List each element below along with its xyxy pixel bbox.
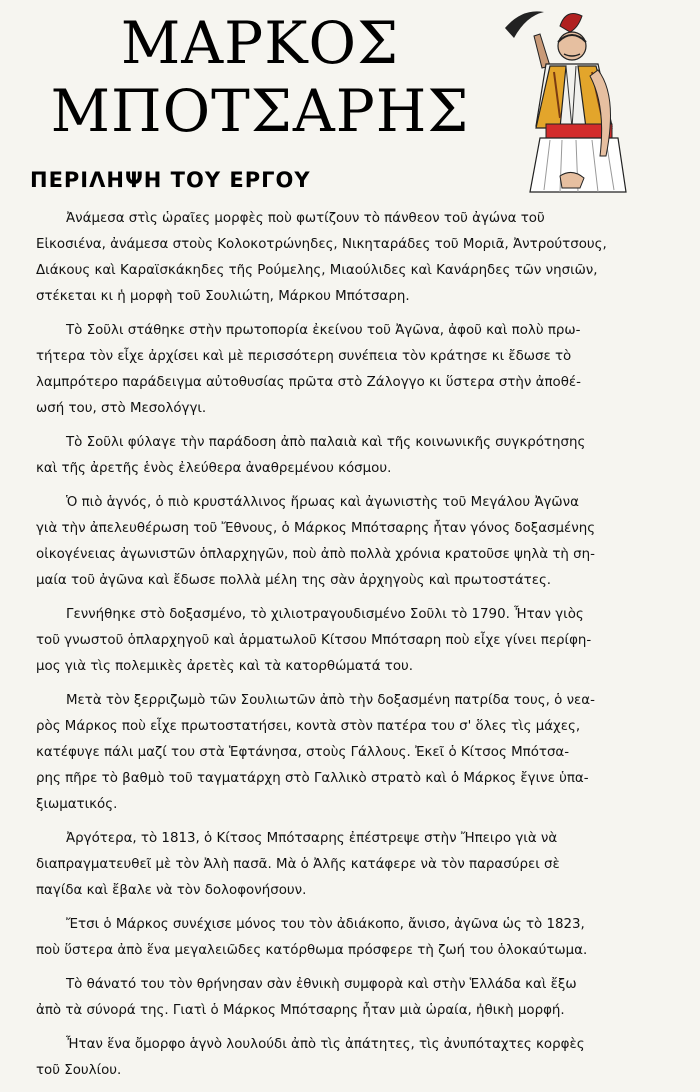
text-line: Ὁ πιὸ ἁγνός, ὁ πιὸ κρυστάλλινος ἥρωας καὶ ἀγωνιστὴς τοῦ Μεγάλου Ἀγῶνα <box>66 495 579 510</box>
text-line: ξιωματικός. <box>36 797 118 812</box>
text-line: παγίδα καὶ ἔβαλε νὰ τὸν δολοφονήσουν. <box>36 883 307 898</box>
text-line: Ἦταν ἕνα ὄμορφο ἁγνὸ λουλούδι ἀπὸ τὶς ἀπάτητες, τὶς ἀνυπόταχτες κορφὲς <box>66 1037 585 1052</box>
text-line: Εἰκοσιένα, ἀνάμεσα στοὺς Κολοκοτρώνηδες, Νικηταράδες τοῦ Μοριᾶ, Ἀντρούτσους, <box>36 237 607 252</box>
text-line: ρὸς Μάρκος ποὺ εἶχε πρωτοστατήσει, κοντὰ στὸν πατέρα του σ' ὅλες τὶς μάχες, <box>36 719 581 734</box>
text-line: ποὺ ὕστερα ἀπὸ ἕνα μεγαλειῶδες κατόρθωμα πρόσφερε τὴ ζωή του ὁλοκαύτωμα. <box>36 943 588 958</box>
paragraph <box>36 826 682 904</box>
text-line: στέκεται κι ἡ μορφὴ τοῦ Σουλιώτη, Μάρκου Μπότσαρη. <box>36 289 410 304</box>
paragraph <box>36 602 682 680</box>
text-line: Μετὰ τὸν ξερριζωμὸ τῶν Σουλιωτῶν ἀπὸ τὴν δοξασμένη πατρίδα τους, ὁ νεα- <box>66 693 595 708</box>
text-line: ρης πῆρε τὸ βαθμὸ τοῦ ταγματάρχη στὸ Γαλλικὸ στρατὸ καὶ ὁ Μάρκος ἔγινε ὑπα- <box>36 771 589 786</box>
text-line: Τὸ θάνατό του τὸν θρήνησαν σὰν ἐθνικὴ συμφορὰ καὶ στὴν Ἑλλάδα καὶ ἔξω <box>66 977 577 992</box>
text-line: διαπραγματευθεῖ μὲ τὸν Ἀλὴ πασᾶ. Μὰ ὁ Ἀλῆς κατάφερε νὰ τὸν παρασύρει σὲ <box>36 857 560 872</box>
warrior-illustration <box>500 6 628 206</box>
text-line: Ἔτσι ὁ Μάρκος συνέχισε μόνος του τὸν ἀδιάκοπο, ἄνισο, ἀγῶνα ὡς τὸ 1823, <box>66 917 585 932</box>
text-line: καὶ τῆς ἀρετῆς ἑνὸς ἐλεύθερα ἀναθρεμένου κόσμου. <box>36 461 392 476</box>
text-line: Τὸ Σοῦλι φύλαγε τὴν παράδοση ἀπὸ παλαιὰ καὶ τῆς κοινωνικῆς συγκρότησης <box>66 435 586 450</box>
text-line: τοῦ Σουλίου. <box>36 1063 122 1078</box>
paragraph <box>36 912 682 964</box>
text-line: Τὸ Σοῦλι στάθηκε στὴν πρωτοπορία ἐκείνου τοῦ Ἀγῶνα, ἀφοῦ καὶ πολὺ πρω- <box>66 323 581 338</box>
paragraph <box>36 206 682 310</box>
paragraph <box>36 490 682 594</box>
text-line: Γεννήθηκε στὸ δοξασμένο, τὸ χιλιοτραγουδισμένο Σοῦλι τὸ 1790. Ἦταν γιὸς <box>66 607 584 622</box>
text-line: τήτερα τὸν εἶχε ἀρχίσει καὶ μὲ περισσότερη συνέπεια τὸν κράτησε κι ἔδωσε τὸ <box>36 349 572 364</box>
text-line: ἀπὸ τὰ σύνορά της. Γιατὶ ὁ Μάρκος Μπότσαρης ἦταν μιὰ ὡραία, ἠθικὴ μορφή. <box>36 1003 565 1018</box>
text-line: μος γιὰ τὶς πολεμικὲς ἀρετὲς καὶ τὰ κατορθώματά του. <box>36 659 414 674</box>
text-line: κατέφυγε πάλι μαζί του στὰ Ἑφτάνησα, στοὺς Γάλλους. Ἐκεῖ ὁ Κίτσος Μπότσα- <box>36 745 570 760</box>
text-line: τοῦ γνωστοῦ ὁπλαρχηγοῦ καὶ ἁρματωλοῦ Κίτσου Μπότσαρη ποὺ εἶχε γίνει περίφη- <box>36 633 592 648</box>
section-heading: ΠΕΡΙΛΗΨΗ ΤΟΥ ΕΡΓΟΥ <box>30 168 311 192</box>
text-line: λαμπρότερο παράδειγμα αὐτοθυσίας πρῶτα στὸ Ζάλογγο κι ὕστερα στὴν ἀποθέ- <box>36 375 581 390</box>
text-line: Ἀργότερα, τὸ 1813, ὁ Κίτσος Μπότσαρης ἐπέστρεψε στὴν Ἤπειρο γιὰ νὰ <box>66 831 558 846</box>
text-line: Διάκους καὶ Καραϊσκάκηδες τῆς Ρούμελης, Μιαούλιδες καὶ Κανάρηδες τῶν νησιῶν, <box>36 263 598 278</box>
text-line: ωσή του, στὸ Μεσολόγγι. <box>36 401 207 416</box>
text-line: οἰκογένειας ἀγωνιστῶν ὁπλαρχηγῶν, ποὺ ἀπὸ πολλὰ χρόνια κρατοῦσε ψηλὰ τὴ ση- <box>36 547 595 562</box>
summary-text <box>36 206 682 1092</box>
text-line: μαία τοῦ ἀγῶνα καὶ ἔδωσε πολλὰ μέλη της σὰν ἀρχηγοὺς καὶ πρωτοστάτες. <box>36 573 552 588</box>
title-line-2: ΜΠΟΤΣΑΡΗΣ <box>50 77 470 145</box>
text-line: γιὰ τὴν ἀπελευθέρωση τοῦ Ἔθνους, ὁ Μάρκος Μπότσαρης ἦταν γόνος δοξασμένης <box>36 521 596 536</box>
title-line-1: ΜΑΡΚΟΣ <box>120 9 400 77</box>
paragraph <box>36 430 682 482</box>
paragraph <box>36 972 682 1024</box>
paragraph <box>36 318 682 422</box>
text-line: Ἀνάμεσα στὶς ὡραῖες μορφὲς ποὺ φωτίζουν τὸ πάνθεον τοῦ ἀγώνα τοῦ <box>66 211 545 226</box>
paragraph <box>36 688 682 818</box>
paragraph <box>36 1032 682 1084</box>
